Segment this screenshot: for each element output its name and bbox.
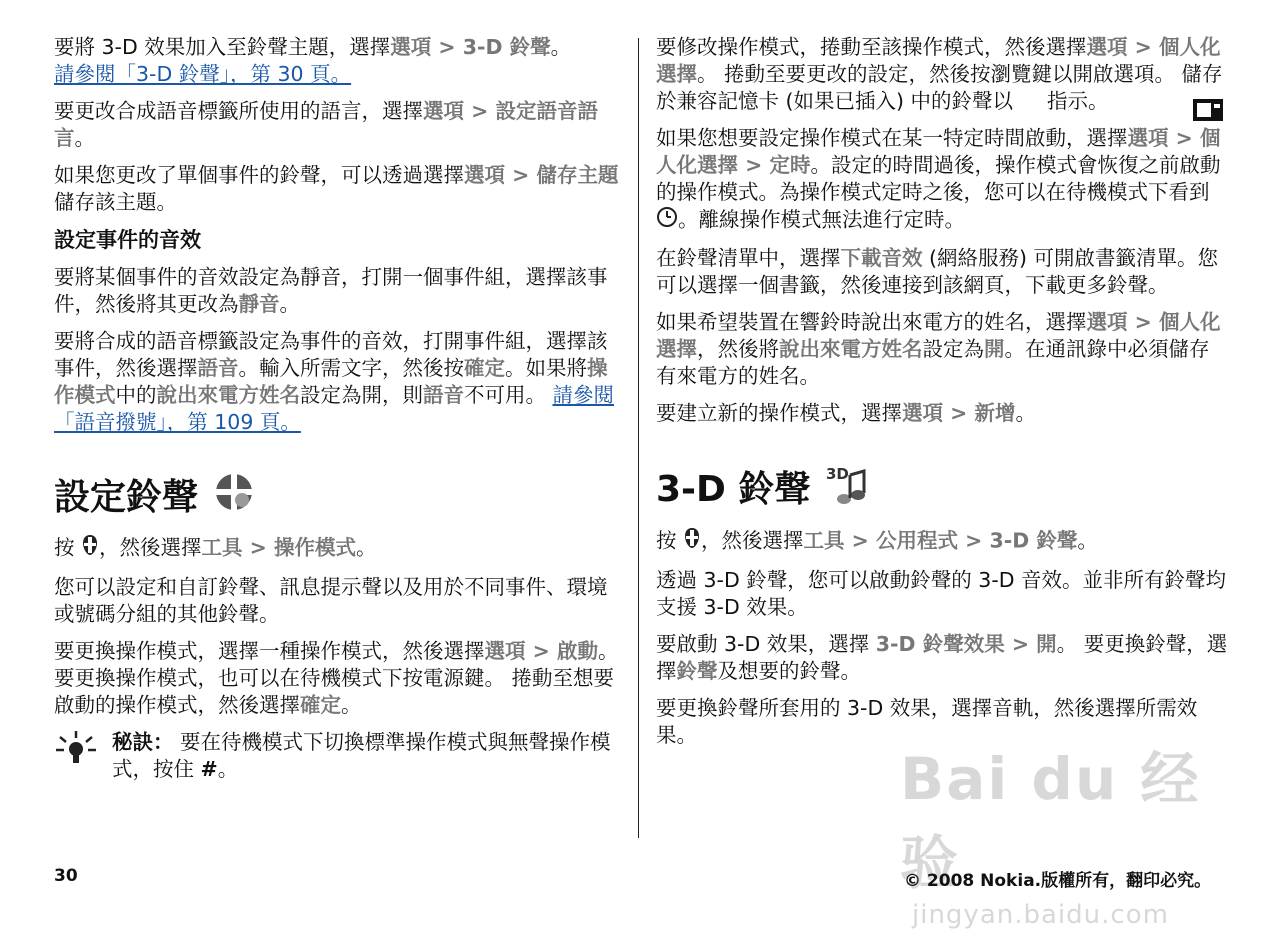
- menu-term: 公用程式: [875, 528, 958, 553]
- paragraph: [656, 631, 1228, 685]
- svg-text:3D: 3D: [826, 465, 850, 483]
- key-name: #: [200, 757, 218, 781]
- separator: >: [1127, 310, 1159, 334]
- tip-label: 秘訣：: [112, 730, 174, 754]
- paragraph: [54, 638, 624, 719]
- separator: >: [525, 639, 557, 663]
- paragraph: [54, 328, 624, 436]
- subheading: 設定事件的音效: [54, 228, 201, 252]
- tip-box: [54, 729, 624, 783]
- text: 要建立新的操作模式，選擇: [656, 401, 902, 425]
- text: 儲存該主題。: [54, 190, 177, 214]
- text: 設定為開，則: [300, 383, 423, 407]
- text: 。: [355, 535, 377, 560]
- menu-term: 3-D 鈴聲效果: [875, 632, 1005, 656]
- menu-term: 選項: [484, 639, 526, 663]
- text: 。: [550, 35, 572, 59]
- text: 按: [54, 535, 75, 560]
- menu-term: 選項: [1086, 310, 1128, 334]
- menu-term: 選項: [464, 163, 505, 187]
- text: 在鈴聲清單中，選擇: [656, 246, 841, 270]
- text: 要更改合成語音標籤所使用的語言，選擇: [54, 99, 423, 123]
- text: 不可用。: [464, 383, 546, 407]
- text: (網絡服務) 可開啟書籤清單。您可以選擇一個書籤，然後連接到該網頁，下載更多鈴聲。: [656, 246, 1219, 297]
- separator: >: [943, 401, 975, 425]
- text: ，然後選擇: [701, 528, 804, 553]
- cross-reference-link[interactable]: 請參閱「3-D 鈴聲」，第 30 頁。: [54, 62, 352, 86]
- text: 。如果將: [505, 356, 587, 380]
- text: ，然後選擇: [99, 535, 202, 560]
- text: 指示。: [1047, 89, 1109, 113]
- separator: >: [464, 99, 496, 123]
- paragraph: [656, 309, 1228, 390]
- separator: >: [1127, 35, 1159, 59]
- text: 。: [1015, 401, 1036, 425]
- paragraph: [656, 125, 1228, 235]
- section-heading: [656, 461, 1228, 518]
- paragraph: [54, 98, 624, 152]
- separator: >: [957, 528, 990, 553]
- text: 要將 3-D 效果加入至鈴聲主題，選擇: [54, 35, 391, 59]
- text: 要將某個事件的音效設定為靜音，打開一個事件組，選擇該事件，然後將其更改為: [54, 265, 608, 316]
- separator: >: [844, 528, 876, 553]
- text: 要在待機模式下切換標準操作模式與無聲操作模式，按住: [112, 730, 611, 781]
- text: 。離線操作模式無法進行定時。: [678, 207, 965, 232]
- text: 按: [656, 528, 677, 553]
- menu-term: 3-D 鈴聲: [462, 35, 551, 59]
- menu-term: 個人化選擇: [656, 126, 1221, 177]
- menu-term: 操作模式: [54, 356, 608, 407]
- menu-term: 工具: [803, 528, 845, 553]
- paragraph: [656, 245, 1228, 299]
- separator: >: [738, 153, 770, 177]
- section-title: 3-D 鈴聲: [656, 468, 811, 510]
- menu-term: 語音: [423, 383, 464, 407]
- text: 如果希望裝置在響鈴時說出來電方的姓名，選擇: [656, 310, 1087, 334]
- text: 設定為: [922, 337, 984, 361]
- menu-term: 語音: [197, 356, 239, 380]
- menu-term: 選項: [390, 35, 432, 59]
- menu-term: 開: [984, 337, 1005, 361]
- text: 。在通訊錄中必須儲存有來電方的姓名。: [656, 337, 1210, 388]
- text: 及想要的鈴聲。: [717, 659, 861, 683]
- menu-term: 3-D 鈴聲: [989, 528, 1078, 553]
- text: 。 要更換鈴聲，選擇: [656, 632, 1228, 683]
- menu-term: 靜音: [238, 292, 280, 316]
- section-heading: [54, 470, 624, 525]
- tip-lightbulb-icon: [54, 729, 98, 783]
- menu-term: 新增: [974, 401, 1016, 425]
- text: 。要更換操作模式，也可以在待機模式下按電源鍵。 捲動至想要啟動的操作模式，然後選擇: [54, 639, 619, 717]
- text: 如果您更改了單個事件的鈴聲，可以透過選擇: [54, 163, 464, 187]
- menu-term: 說出來電方姓名: [156, 383, 300, 407]
- paragraph: [656, 34, 1228, 115]
- watermark-url: jingyan.baidu.com: [912, 900, 1169, 930]
- menu-term: 選項: [1086, 35, 1128, 59]
- text: 要將合成的語音標籤設定為事件的音效，打開事件組，選擇該事件，然後選擇: [54, 329, 608, 380]
- menu-key-icon: [683, 526, 701, 557]
- menu-term: 開: [1036, 632, 1057, 656]
- 3d-ringtone-icon: [824, 461, 872, 518]
- cross-reference-link[interactable]: 請參閱「語音撥號」，第 109 頁。: [54, 383, 615, 434]
- separator: >: [505, 163, 537, 187]
- text: 。: [279, 292, 300, 316]
- watermark-brand: Bai du 经验: [900, 745, 1201, 897]
- menu-term: 鈴聲: [676, 659, 718, 683]
- text: 如果您想要設定操作模式在某一特定時間啟動，選擇: [656, 126, 1128, 150]
- menu-term: 說出來電方姓名: [779, 337, 923, 361]
- column-divider: [638, 38, 639, 838]
- text: 要修改操作模式，捲動至該操作模式，然後選擇: [656, 35, 1087, 59]
- text: 。設定的時間過後，操作模式會恢復之前啟動的操作模式。為操作模式定時之後，您可以在待機模式下看到: [656, 153, 1221, 204]
- right-column: [656, 34, 1228, 749]
- text: 。輸入所需文字，然後按: [238, 356, 464, 380]
- clock-icon: [656, 206, 678, 235]
- paragraph: [54, 264, 624, 318]
- watermark: [900, 732, 1230, 930]
- menu-term: 選項: [902, 401, 943, 425]
- text: 中的: [115, 383, 157, 407]
- left-column: [54, 34, 624, 783]
- separator: >: [1004, 632, 1037, 656]
- text: 。 捲動至要更改的設定，然後按瀏覽鍵以開啟選項。 儲存於兼容記憶卡 (如果已插入) 中的鈴聲以: [656, 62, 1223, 113]
- menu-term: 啟動: [556, 639, 598, 663]
- page-number: 30: [54, 866, 78, 886]
- ringtone-settings-icon: [212, 470, 256, 525]
- menu-term: 下載音效: [840, 246, 923, 270]
- menu-term: 選項: [1127, 126, 1169, 150]
- separator: >: [242, 535, 274, 560]
- separator: >: [431, 35, 463, 59]
- menu-term: 確定: [300, 693, 341, 717]
- text: ，然後將: [697, 337, 779, 361]
- copyright: © 2008 Nokia.版權所有，翻印必究。: [904, 871, 1212, 891]
- menu-term: 確定: [464, 356, 505, 380]
- text: 。: [1077, 528, 1098, 553]
- tip-text: [112, 729, 624, 783]
- menu-term: 工具: [201, 535, 243, 560]
- text: 要更換操作模式，選擇一種操作模式，然後選擇: [54, 639, 485, 663]
- paragraph: 您可以設定和自訂鈴聲、訊息提示聲以及用於不同事件、環境或號碼分組的其他鈴聲。: [54, 575, 608, 626]
- paragraph: [54, 533, 624, 564]
- menu-term: 儲存主題: [536, 163, 619, 187]
- text: 要啟動 3-D 效果，選擇: [656, 632, 876, 656]
- paragraph: [54, 162, 624, 216]
- menu-term: 個人化選擇: [656, 310, 1221, 361]
- menu-term: 個人化選擇: [656, 35, 1221, 86]
- paragraph: 要更換鈴聲所套用的 3-D 效果，選擇音軌，然後選擇所需效果。: [656, 696, 1198, 747]
- memory-card-icon: [1192, 98, 1224, 126]
- paragraph: [656, 400, 1228, 427]
- paragraph: [656, 526, 1228, 557]
- separator: >: [1168, 126, 1200, 150]
- text: 。: [74, 126, 95, 150]
- paragraph: 透過 3-D 鈴聲，您可以啟動鈴聲的 3-D 音效。並非所有鈴聲均支援 3-D 效果。: [656, 568, 1227, 619]
- menu-term: 設定語音語言: [54, 99, 598, 150]
- paragraph: [54, 34, 624, 88]
- menu-key-icon: [81, 533, 99, 564]
- text: 。: [217, 757, 239, 781]
- menu-term: 選項: [423, 99, 464, 123]
- menu-term: 定時: [769, 153, 811, 177]
- section-title: 設定鈴聲: [54, 476, 199, 518]
- text: 。: [341, 693, 362, 717]
- menu-term: 操作模式: [273, 535, 356, 560]
